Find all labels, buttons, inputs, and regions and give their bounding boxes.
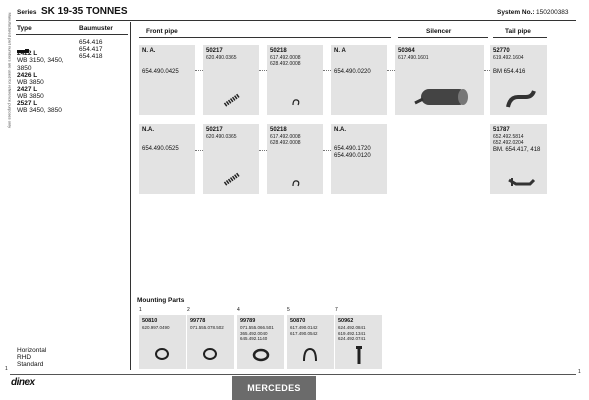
footer-rule [10,374,576,375]
mounting-number: 50870 [290,318,306,324]
mounting-box[interactable] [287,307,334,369]
part-number: N. A [334,48,346,54]
part-bm: BM 654.416 [493,69,526,75]
bolt-icon [355,345,363,367]
clamp-drawing [223,93,243,107]
mounting-number: 50962 [338,318,354,324]
clamp-icon [201,347,219,361]
page-number-left: 1 [5,366,8,372]
mounting-oe: 071.555.066.501 365.492.0040 645.492.1140 [240,325,274,342]
part-oe: 619.492.1604 [493,55,524,61]
part-oe: 617.490.1601 [398,55,429,61]
brand-banner: MERCEDES [232,376,316,400]
mounting-number: 99789 [240,318,256,324]
baumuster-3: 654.418 [79,53,103,60]
vertical-note: Manufactured part numbers are used for reference purposes only [7,12,13,129]
truck-icon [17,41,29,46]
mounting-box[interactable] [139,307,186,369]
type-model: 2527 L [17,100,38,107]
part-box[interactable] [395,45,484,115]
mounting-number: 99778 [190,318,206,324]
mounting-index: 7 [335,307,338,313]
clamp-icon [153,347,171,361]
connector-dots [387,70,395,71]
type-model: 2427 L [17,86,38,93]
system-value: 150200383 [536,9,569,16]
part-box[interactable] [203,124,259,194]
silencer-drawing [413,85,471,109]
part-number: 50218 [270,48,287,54]
part-box[interactable] [331,45,387,115]
part-oe: 654.490.0525 [142,146,179,152]
part-box[interactable] [267,45,323,115]
mounting-number: 50810 [142,318,158,324]
gasket-drawing [291,97,301,107]
vertical-divider [130,22,131,370]
part-oe: 617.492.0008 628.492.0008 [270,134,301,146]
part-number: N.A. [142,127,154,133]
mounting-index: 1 [139,307,142,313]
part-number: N.A. [334,127,346,133]
part-oe: 620.490.0365 [206,134,237,140]
type-model: 2426 L [17,72,38,79]
mounting-oe: 620.997.0490 [142,325,170,330]
baumuster-1: 654.416 [79,39,103,46]
series-value: SK 19-35 TONNES [41,6,128,17]
header-rule [16,20,576,21]
connector-dots [259,70,267,71]
type-wb: WB 3150, 3450, 3850 [17,57,64,73]
part-number: 50218 [270,127,287,133]
part-number: 50364 [398,48,415,54]
series-label: Series [17,9,37,16]
part-oe: 617.492.0008 628.492.0008 [270,55,301,67]
bracket-icon [301,345,319,363]
tail-pipe-drawing [506,174,536,188]
page-number-right: 1 [578,369,581,375]
front-pipe-rule [139,37,391,38]
tail-pipe-rule [493,37,547,38]
part-oe: 620.490.0365 [206,55,237,61]
note-horizontal: Horizontal [17,347,47,354]
part-box[interactable] [139,124,195,194]
part-oe: 654.490.1720 654.490.0120 [334,146,371,160]
connector-dots [259,150,267,151]
mounting-oe: 624.492.0841 619.492.1341 624.492.0741 [338,325,366,342]
connector-dots [195,70,203,71]
mounting-index: 5 [287,307,290,313]
type-wb: WB 3850 [17,79,44,86]
dinex-logo: dinex [11,377,35,388]
section-mounting-parts: Mounting Parts [137,297,185,304]
mounting-index: 2 [187,307,190,313]
left-header-rule [16,34,128,35]
connector-dots [484,70,490,71]
part-number: 50217 [206,127,223,133]
mounting-oe: 071.555.078.502 [190,325,224,330]
part-number: 51787 [493,127,510,133]
connector-dots [323,150,331,151]
part-box[interactable] [203,45,259,115]
section-front-pipe: Front pipe [146,28,178,35]
part-box[interactable] [490,124,547,194]
type-wb: WB 3450, 3850 [17,107,62,114]
type-wb: WB 3850 [17,93,44,100]
part-box[interactable] [267,124,323,194]
part-oe: 652.492.5814 652.492.0204 [493,134,524,146]
baumuster-label: Baumuster [79,25,113,32]
mounting-index: 4 [237,307,240,313]
part-box[interactable] [490,45,547,115]
silencer-rule [398,37,488,38]
clamp-icon [251,348,271,362]
connector-dots [323,70,331,71]
section-tail-pipe: Tail pipe [505,28,531,35]
type-model: 2422 L [17,50,38,57]
part-box[interactable] [331,124,387,194]
part-number: 52770 [493,48,510,54]
note-standard: Standard [17,361,44,368]
tail-pipe-drawing [504,87,538,109]
mounting-box[interactable] [187,307,234,369]
section-silencer: Silencer [426,28,452,35]
part-number: N. A. [142,48,156,54]
part-box[interactable] [139,45,195,115]
part-oe: 654.490.0220 [334,69,371,75]
note-rhd: RHD [17,354,32,361]
baumuster-2: 654.417 [79,46,103,53]
mounting-oe: 617.490.0142 617.490.0542 [290,325,318,336]
mounting-box[interactable] [237,307,284,369]
clamp-drawing [223,172,243,186]
connector-dots [195,150,203,151]
type-label: Type [17,25,32,32]
part-number: 50217 [206,48,223,54]
system-label: System No.: [497,9,535,16]
part-bm: BM. 654.417, 418 [493,147,541,153]
part-oe: 654.490.0425 [142,69,179,75]
gasket-drawing [291,178,301,188]
mounting-box[interactable] [335,307,382,369]
